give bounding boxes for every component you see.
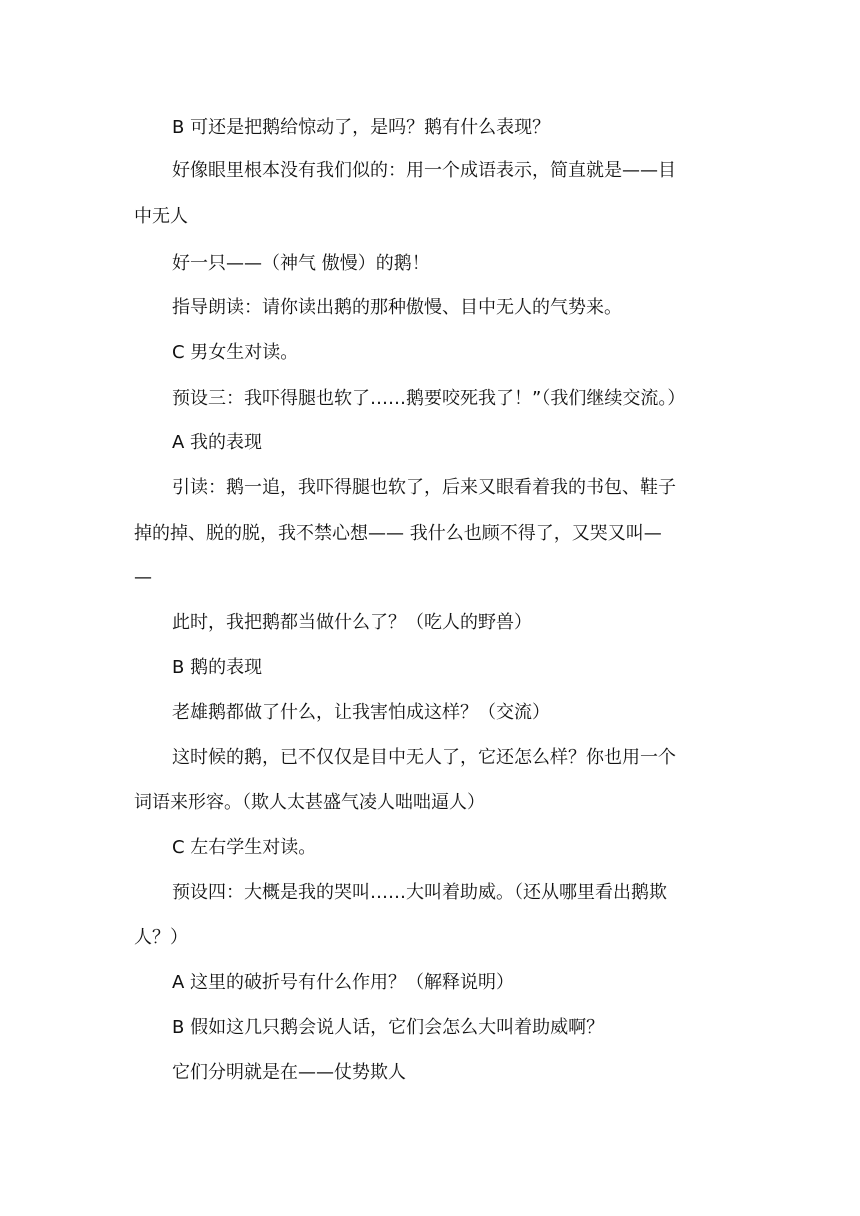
- text-line-9: 引读：鹅一追，我吓得腿也软了，后来又眼看着我的书包、鞋子: [172, 477, 676, 498]
- text-line-1: B 可还是把鹅给惊动了，是吗？鹅有什么表现？: [172, 117, 551, 138]
- text-line-7: 预设三：我吓得腿也软了……鹅要咬死我了！”（我们继续交流。）: [172, 388, 686, 409]
- text-line-20: A 这里的破折号有什么作用？（解释说明）: [172, 972, 515, 993]
- text-line-12: 此时，我把鹅都当做什么了？（吃人的野兽）: [172, 612, 532, 633]
- text-line-8: A 我的表现: [172, 432, 263, 453]
- text-line-17: C 左右学生对读。: [172, 837, 317, 858]
- text-line-13: B 鹅的表现: [172, 657, 263, 678]
- text-line-16: 词语来形容。（欺人太甚盛气凌人咄咄逼人）: [134, 792, 485, 813]
- text-line-21: B 假如这几只鹅会说人话，它们会怎么大叫着助威啊？: [172, 1017, 605, 1038]
- text-line-18: 预设四：大概是我的哭叫……大叫着助威。（还从哪里看出鹅欺: [172, 882, 667, 903]
- text-line-4: 好一只——（神气 傲慢）的鹅！: [172, 253, 430, 274]
- text-line-10: 掉的掉、脱的脱，我不禁心想—— 我什么也顾不得了，又哭又叫—: [134, 523, 662, 544]
- text-line-11: —: [134, 567, 152, 588]
- text-line-2: 好像眼里根本没有我们似的：用一个成语表示，简直就是——目: [172, 160, 676, 181]
- text-line-5: 指导朗读：请你读出鹅的那种傲慢、目中无人的气势来。: [172, 297, 622, 318]
- text-line-15: 这时候的鹅，已不仅仅是目中无人了，它还怎么样？你也用一个: [172, 747, 676, 768]
- text-line-6: C 男女生对读。: [172, 342, 299, 363]
- text-line-19: 人？）: [134, 927, 188, 948]
- text-line-22: 它们分明就是在——仗势欺人: [172, 1062, 406, 1083]
- text-line-14: 老雄鹅都做了什么，让我害怕成这样？（交流）: [172, 702, 550, 723]
- text-line-3: 中无人: [134, 206, 188, 227]
